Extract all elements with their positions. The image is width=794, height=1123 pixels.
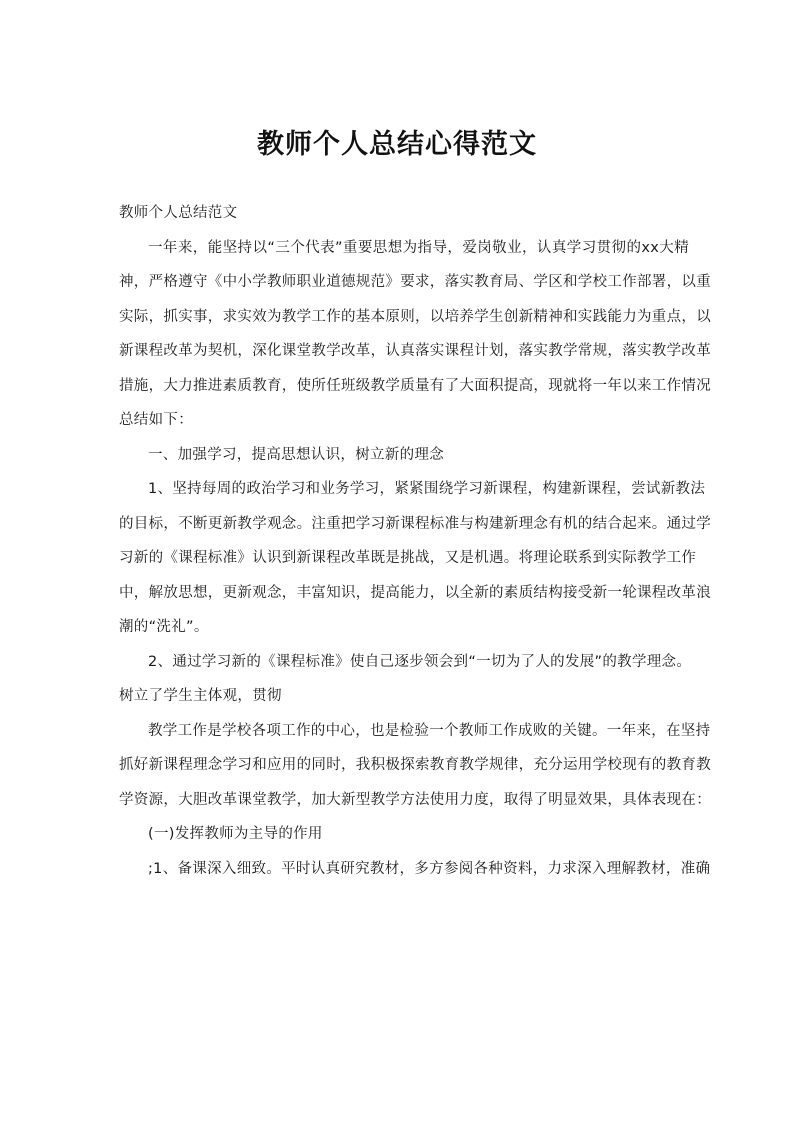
paragraph-line: 教师个人总结范文	[119, 205, 238, 221]
paragraph-line: 新课程改革为契机，深化课堂教学改革，认真落实课程计划，落实教学常规，落实教学改革	[119, 343, 711, 359]
paragraph-line: 实际，抓实事，求实效为教学工作的基本原则，以培养学生创新精神和实践能力为重点，以	[119, 308, 711, 325]
paragraph-line: 学资源，大胆改革课堂教学，加大新型教学方法使用力度，取得了明显效果，具体表现在：	[119, 791, 711, 808]
paragraph-line: 中，解放思想，更新观念，丰富知识，提高能力，以全新的素质结构接受新一轮课程改革浪	[119, 584, 711, 601]
section-heading: 一、加强学习，提高思想认识，树立新的理念	[148, 446, 444, 463]
paragraph-line: 抓好新课程理念学习和应用的同时，我积极探索教育教学规律，充分运用学校现有的教育教	[119, 757, 711, 773]
paragraph-line: 教学工作是学校各项工作的中心，也是检验一个教师工作成败的关键。一年来，在坚持	[148, 722, 711, 739]
paragraph-line: 潮的“洗礼”。	[119, 619, 209, 635]
paragraph-line: 的目标，不断更新教学观念。注重把学习新课程标准与构建新理念有机的结合起来。通过学	[119, 515, 711, 532]
paragraph-line: ;1、备课深入细致。平时认真研究教材，多方参阅各种资料，力求深入理解教材，准确	[148, 860, 711, 877]
document-body	[119, 196, 711, 886]
section-heading: (一)发挥教师为主导的作用	[148, 826, 323, 842]
paragraph-line: 措施，大力推进素质教育，使所任班级教学质量有了大面积提高，现就将一年以来工作情况	[119, 377, 711, 394]
paragraph-line: 1、坚持每周的政治学习和业务学习，紧紧围绕学习新课程，构建新课程，尝试新教法	[148, 481, 706, 497]
paragraph-line: 习新的《课程标准》认识到新课程改革既是挑战，又是机遇。将理论联系到实际教学工作	[119, 550, 697, 566]
document-title: 教师个人总结心得范文	[257, 129, 537, 160]
paragraph-line: 树立了学生主体观，贯彻	[119, 688, 282, 704]
paragraph-line: 神，严格遵守《中小学教师职业道德规范》要求，落实教育局、学区和学校工作部署，以重	[119, 274, 711, 290]
paragraph-line: 一年来，能坚持以“三个代表”重要思想为指导，爱岗敬业，认真学习贯彻的xx大精	[148, 239, 689, 256]
paragraph-line: 2、通过学习新的《课程标准》使自己逐步领会到“一切为了人的发展”的教学理念。	[148, 653, 692, 670]
paragraph-line: 总结如下：	[119, 412, 193, 428]
